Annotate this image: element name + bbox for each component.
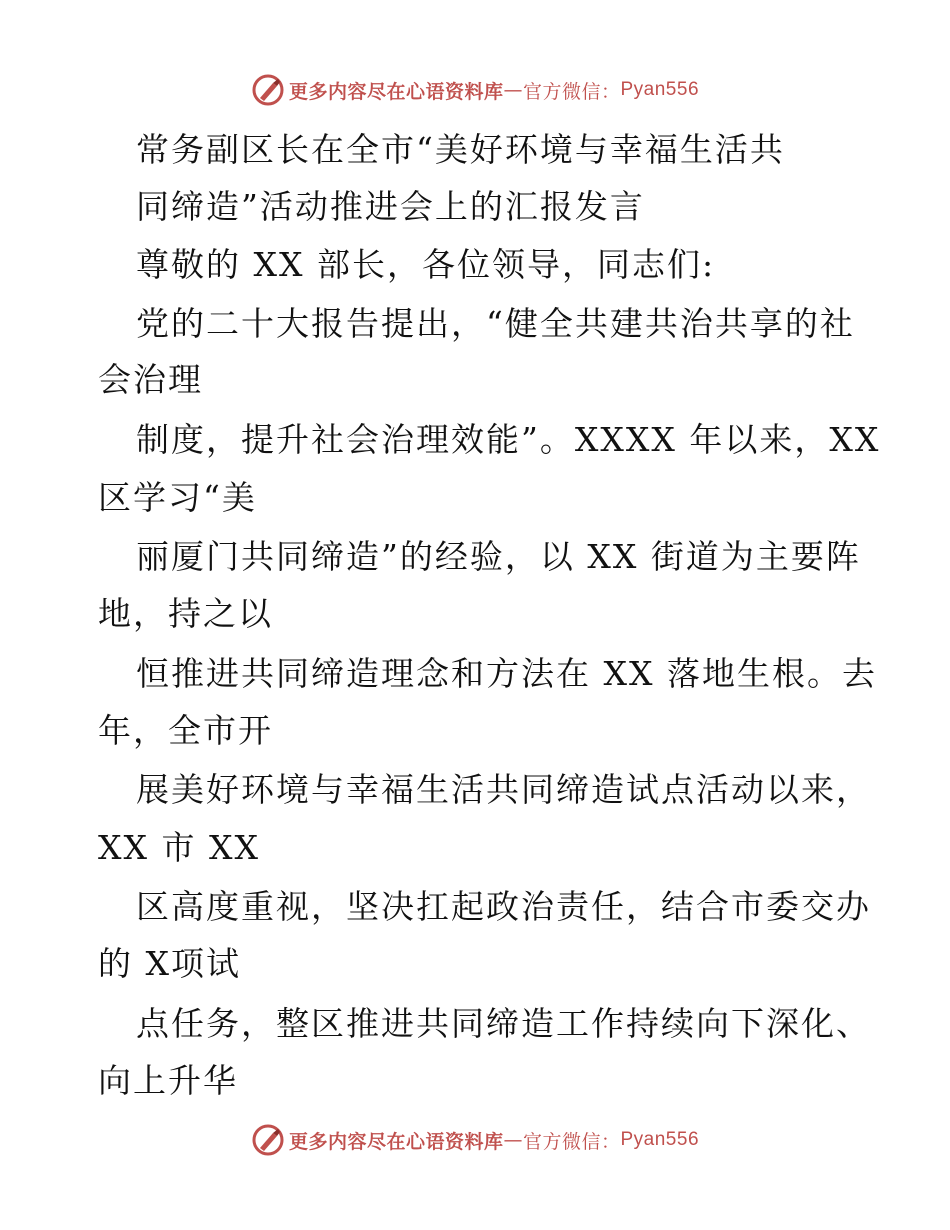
text-line: 同缔造”活动推进会上的汇报发言 [136, 187, 645, 226]
watermark-wechat-id: Pyan556 [620, 1129, 700, 1150]
pen-logo-icon [251, 73, 285, 107]
text-line: 区学习“美 [98, 478, 257, 517]
text-line: 恒推进共同缔造理念和方法在 XX 落地生根。去 [136, 654, 877, 693]
text-line: 展美好环境与幸福生活共同缔造试点活动以来， [136, 770, 871, 809]
text-line: 党的二十大报告提出，“健全共建共治共享的社 [136, 304, 855, 343]
watermark-banner-top [0, 70, 950, 110]
watermark-wechat-id: Pyan556 [620, 79, 700, 100]
watermark-banner-bottom [0, 1120, 950, 1160]
text-line: 年，全市开 [98, 711, 273, 750]
watermark-official-text: 官方微信： [522, 1130, 621, 1153]
text-line: 点任务，整区推进共同缔造工作持续向下深化、 [136, 1004, 871, 1043]
text-line: 向上升华 [98, 1061, 238, 1100]
text-line: 尊敬的 XX 部长，各位领导，同志们: [136, 245, 716, 284]
watermark-library-text: 更多内容尽在心语资料库 [288, 80, 504, 103]
text-line: 会治理 [98, 360, 203, 399]
watermark-official-text: 官方微信： [522, 80, 621, 103]
watermark-library-text: 更多内容尽在心语资料库 [288, 1130, 504, 1153]
document-body [0, 118, 950, 1113]
watermark-dash: — [503, 79, 523, 101]
text-line: XX 市 XX [98, 828, 260, 867]
text-line: 区高度重视，坚决扛起政治责任，结合市委交办 [136, 887, 871, 926]
watermark-dash: — [503, 1129, 523, 1151]
text-line: 地，持之以 [98, 594, 273, 633]
pen-logo-icon [251, 1123, 285, 1157]
text-line: 常务副区长在全市“美好环境与幸福生活共 [136, 130, 785, 169]
text-line: 的 X项试 [98, 944, 241, 983]
text-line: 丽厦门共同缔造”的经验，以 XX 街道为主要阵 [136, 537, 861, 576]
text-line: 制度，提升社会治理效能”。XXXX 年以来，XX [136, 420, 881, 459]
